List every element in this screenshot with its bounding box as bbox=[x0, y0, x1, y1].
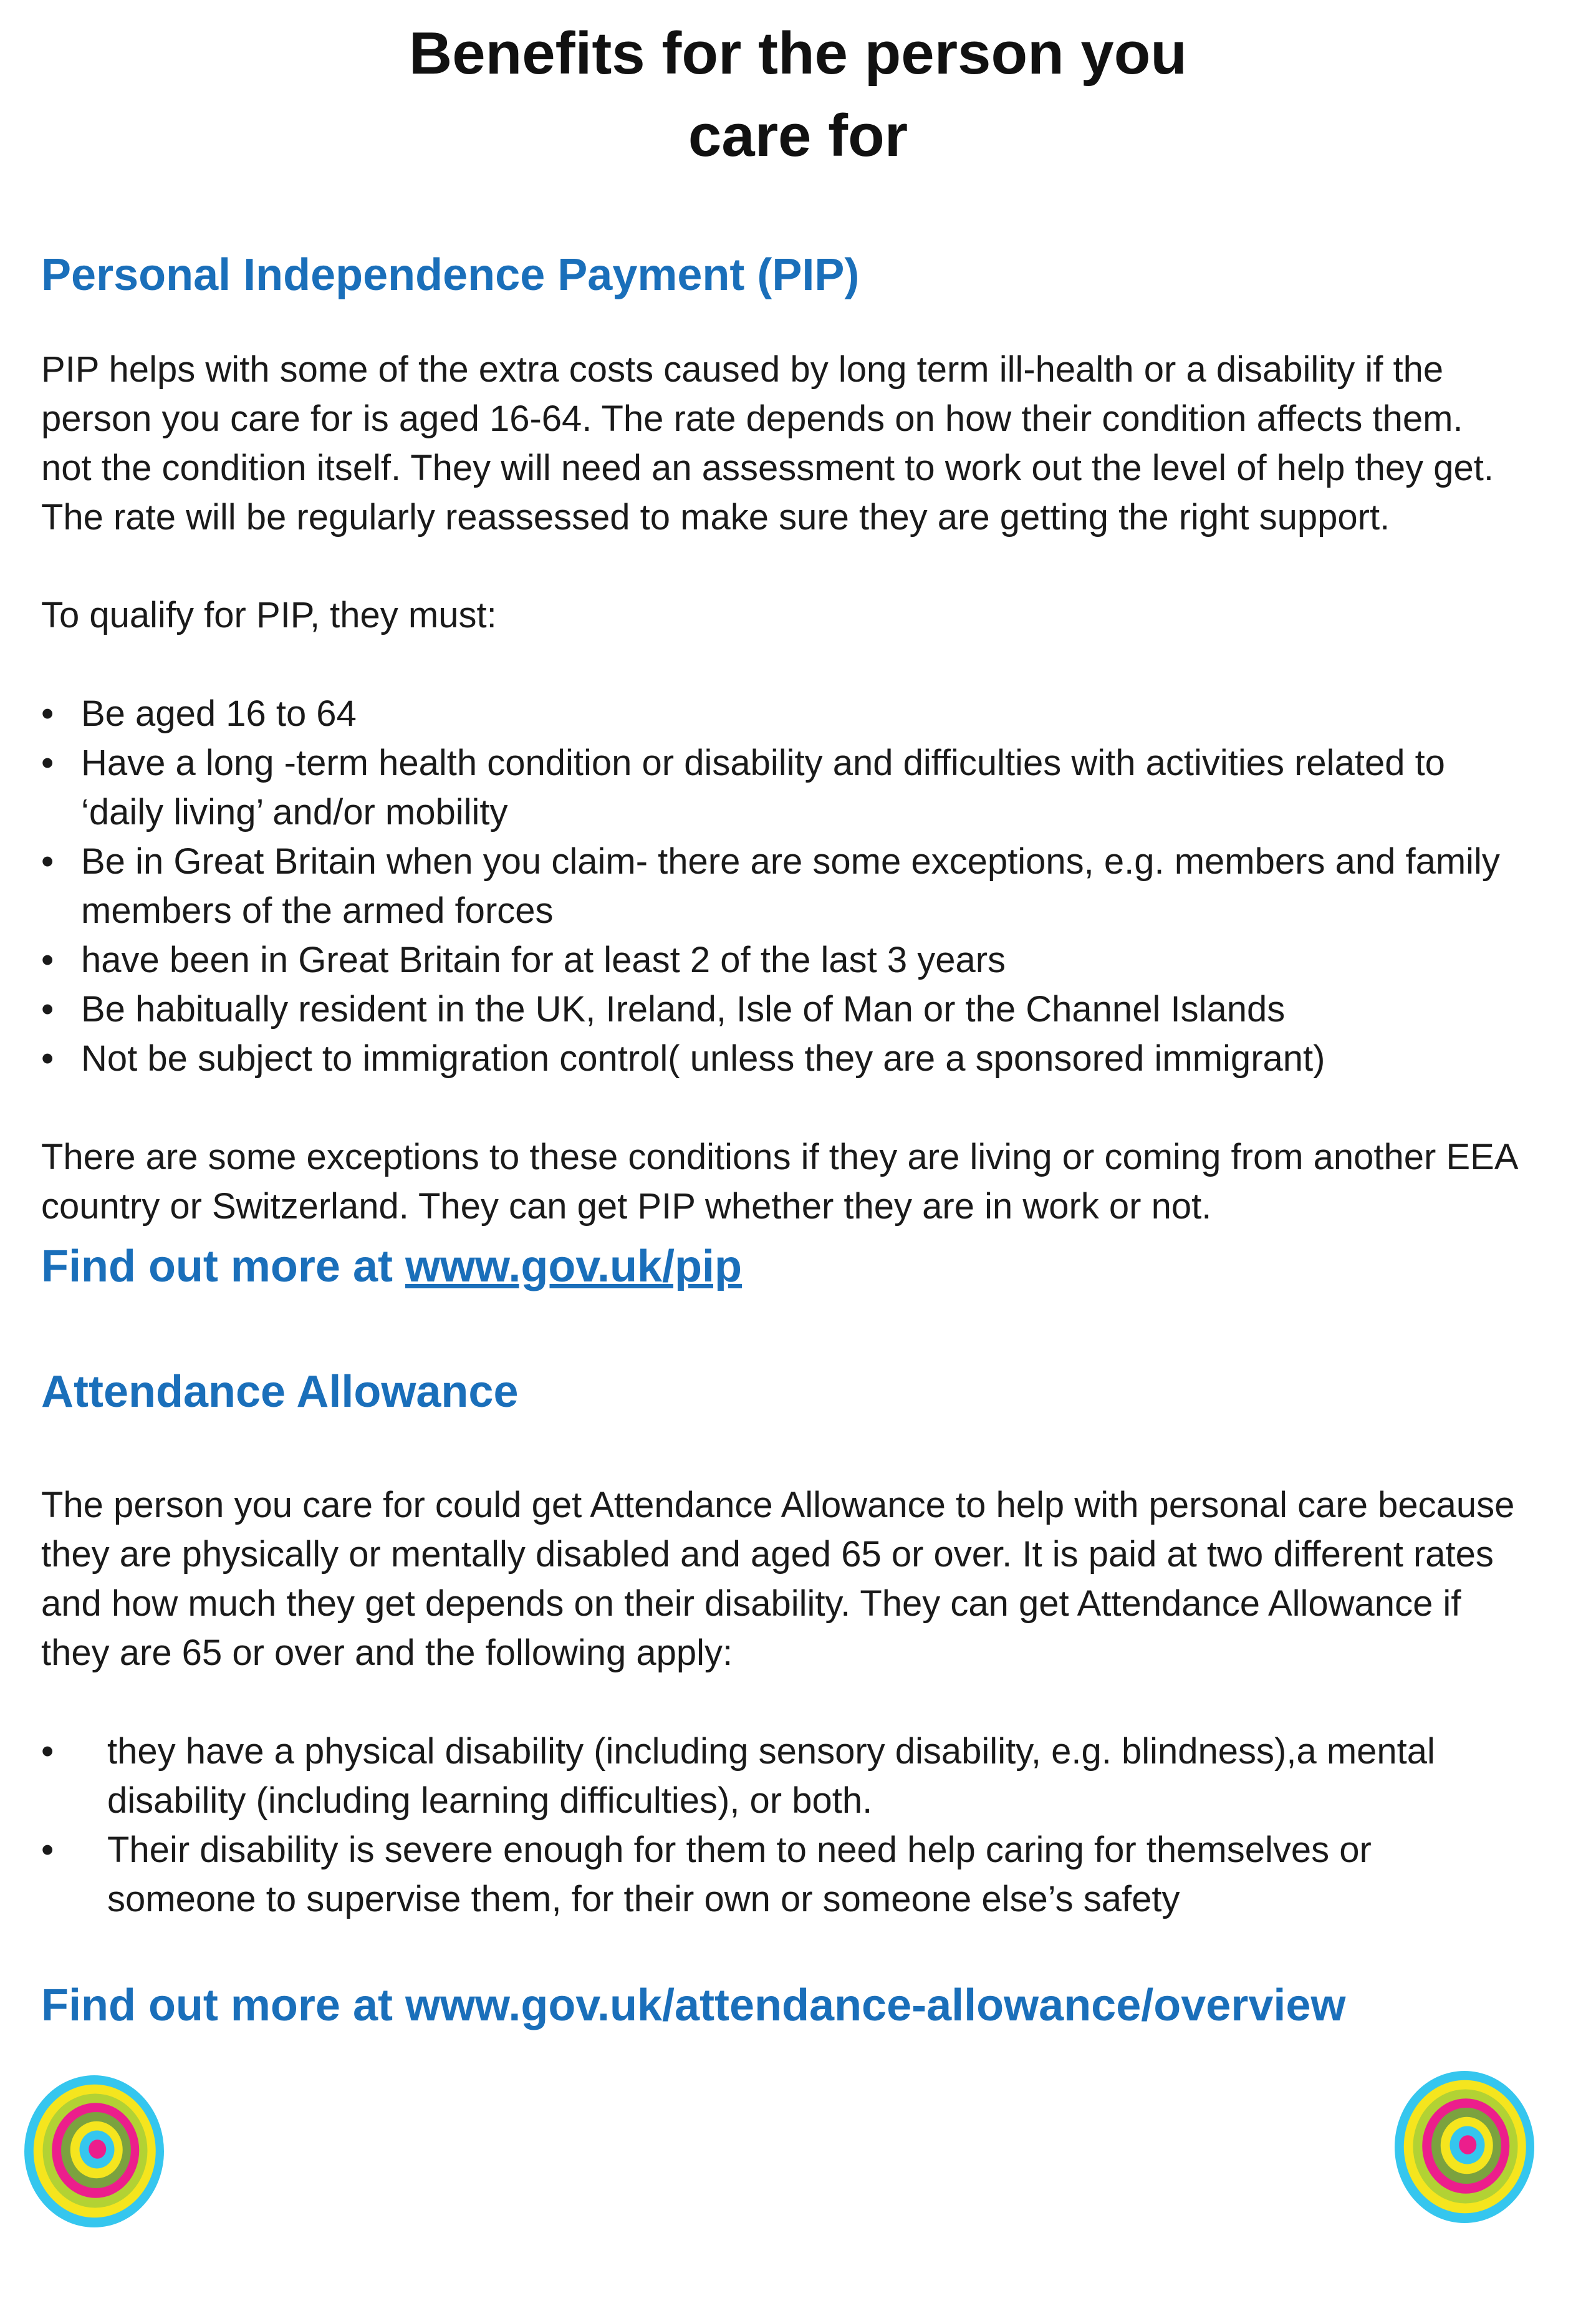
list-item bbox=[41, 837, 1575, 935]
list-item-text: Be in Great Britain when you claim- there are some exceptions, e.g. members and family bbox=[81, 841, 1500, 882]
find-out-more-label: Find out more at bbox=[41, 1980, 393, 2030]
pip-qualify-text: To qualify for PIP, they must: bbox=[41, 595, 497, 635]
pip-exceptions-line: There are some exceptions to these conditions if they are living or coming from another EEA bbox=[41, 1137, 1519, 1177]
list-item bbox=[41, 935, 1575, 985]
bullet-icon: • bbox=[41, 693, 54, 734]
bullet-icon: • bbox=[41, 1731, 54, 1772]
bullet-icon: • bbox=[41, 1038, 54, 1079]
attendance-intro-line: they are 65 or over and the following apply: bbox=[41, 1633, 733, 1673]
list-item-text: Have a long -term health condition or disability and difficulties with activities related to bbox=[81, 743, 1445, 783]
logo-ring bbox=[89, 2140, 106, 2159]
pip-find-out-more bbox=[41, 1238, 1575, 1295]
attendance-heading: Attendance Allowance bbox=[41, 1367, 519, 1417]
pip-exceptions-line: country or Switzerland. They can get PIP whether they are in work or not. bbox=[41, 1186, 1212, 1227]
find-out-more-label: Find out more at bbox=[41, 1242, 393, 1291]
pip-criteria-list bbox=[41, 689, 1575, 1083]
list-item-text: someone to supervise them, for their own or someone else’s safety bbox=[107, 1879, 1180, 1919]
attendance-intro bbox=[41, 1480, 1575, 1677]
attendance-criteria-list bbox=[41, 1727, 1575, 1924]
list-item-text: have been in Great Britain for at least 2 of the last 3 years bbox=[81, 940, 1006, 980]
page-title bbox=[0, 12, 1596, 177]
list-item bbox=[41, 1825, 1575, 1924]
list-item-text: Be aged 16 to 64 bbox=[81, 693, 357, 734]
list-item-text: they have a physical disability (including sensory disability, e.g. blindness),a mental bbox=[107, 1731, 1435, 1772]
pip-exceptions bbox=[41, 1132, 1575, 1231]
pip-link[interactable]: www.gov.uk/pip bbox=[405, 1242, 742, 1291]
list-item-text: Not be subject to immigration control( unless they are a sponsored immigrant) bbox=[81, 1038, 1325, 1079]
pip-intro-line: person you care for is aged 16-64. The rate depends on how their condition affects them. bbox=[41, 398, 1463, 439]
list-item-text: Their disability is severe enough for them to need help caring for themselves or bbox=[107, 1830, 1372, 1870]
pip-intro bbox=[41, 345, 1575, 542]
attendance-intro-line: they are physically or mentally disabled and aged 65 or over. It is paid at two different rates bbox=[41, 1534, 1494, 1575]
pip-intro-line: not the condition itself. They will need an assessment to work out the level of help they get. bbox=[41, 448, 1494, 488]
pip-intro-line: The rate will be regularly reassessed to make sure they are getting the right support. bbox=[41, 497, 1390, 538]
list-item bbox=[41, 738, 1575, 837]
target-logo-left bbox=[22, 2073, 166, 2229]
bullet-icon: • bbox=[41, 841, 54, 882]
page-title-line-1: Benefits for the person you bbox=[408, 20, 1188, 87]
list-item bbox=[41, 689, 1575, 738]
target-logo-right bbox=[1393, 2069, 1536, 2225]
list-item-text: members of the armed forces bbox=[81, 890, 554, 931]
bullet-icon: • bbox=[41, 989, 54, 1030]
attendance-intro-line: and how much they get depends on their disability. They can get Attendance Allowance if bbox=[41, 1583, 1461, 1624]
list-item bbox=[41, 1034, 1575, 1083]
attendance-intro-line: The person you care for could get Attendance Allowance to help with personal care because bbox=[41, 1485, 1515, 1525]
bullet-icon: • bbox=[41, 940, 54, 980]
logo-ring bbox=[1459, 2135, 1476, 2154]
attendance-link[interactable]: www.gov.uk/attendance-allowance/overview bbox=[405, 1980, 1346, 2030]
pip-intro-line: PIP helps with some of the extra costs caused by long term ill-health or a disability if the bbox=[41, 349, 1444, 390]
list-item bbox=[41, 1727, 1575, 1825]
list-item bbox=[41, 985, 1575, 1034]
list-item-text: disability (including learning difficulties), or both. bbox=[107, 1780, 873, 1821]
bullet-icon: • bbox=[41, 1830, 54, 1870]
bullet-icon: • bbox=[41, 743, 54, 783]
list-item-text: ‘daily living’ and/or mobility bbox=[81, 792, 508, 832]
pip-heading: Personal Independence Payment (PIP) bbox=[41, 250, 860, 300]
page-title-line-2: care for bbox=[688, 102, 908, 169]
attendance-find-out-more bbox=[41, 1977, 1575, 2033]
list-item-text: Be habitually resident in the UK, Ireland, Isle of Man or the Channel Islands bbox=[81, 989, 1286, 1030]
